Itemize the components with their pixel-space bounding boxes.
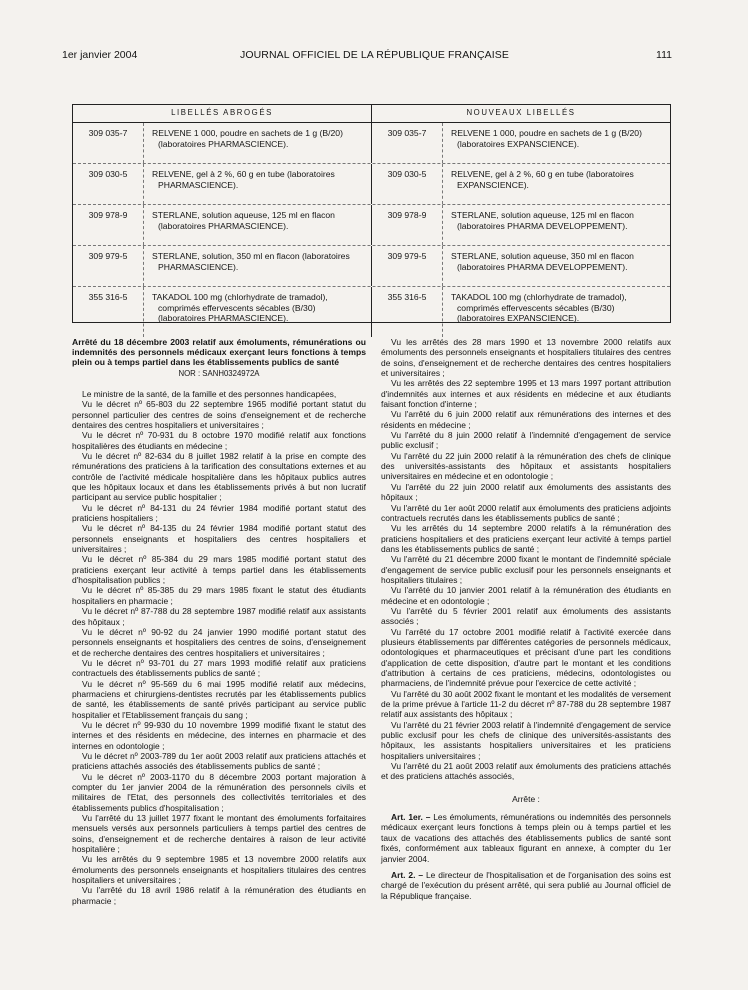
paragraph: Vu l'arrêté du 17 octobre 2001 modifié relatif à l'activité exercée dans plusieurs établissements par différentes catégories de personnels médicaux, odontologiques et pharmaceutiques et précisant d'une part les conditions d'application de cette disposition, d'autre part le montant et les conditions d'attribution à certains de ces praticiens, médecins, odontologistes ou pharmaciens, de l'indemnité prévue pour l'exercice de cette activité ;	[381, 626, 671, 689]
page-header	[62, 49, 672, 65]
product-label: STERLANE, solution aqueuse, 125 ml en flacon (laboratoires PHARMASCIENCE).	[152, 210, 335, 231]
article-1-text: Les émoluments, rémunérations ou indemnités des personnels médicaux exerçant leurs fonctions à temps plein ou à temps partiel et les taux de vacations des attachés des établissements publics de santé sont fixés, conformément aux tableaux figurant en annexe, à compter du 1er janvier 2004.	[381, 812, 671, 864]
product-code: 309 979-5	[73, 246, 144, 286]
product-code: 309 978-9	[73, 205, 144, 245]
table-row	[73, 287, 670, 337]
product-label: TAKADOL 100 mg (chlorhydrate de tramadol), comprimés effervescents sécables (B/30) (laboratoires PHARMASCIENCE).	[152, 292, 328, 323]
paragraph: Vu l'arrêté du 1er août 2000 relatif aux émoluments des praticiens adjoints contractuels recrutés dans les établissements publics de santé ;	[381, 502, 671, 523]
paragraph: Vu le décret nº 99-930 du 10 novembre 1999 modifié fixant le statut des internes et des résidents en médecine, des internes en pharmacie et des internes en odontologie ;	[72, 719, 366, 751]
paragraph: Vu l'arrêté du 30 août 2002 fixant le montant et les modalités de versement de la prime prévue à l'article 11-2 du décret nº 87-788 du 28 septembre 1987 relatif aux assistants des hôpitaux ;	[381, 688, 671, 720]
product-label: STERLANE, solution, 350 ml en flacon (laboratoires PHARMASCIENCE).	[152, 251, 350, 272]
paragraph: Vu le décret nº 65-803 du 22 septembre 1965 modifié portant statut du personnel particulier des centres de soins d'enseignement et de recherche dentaires des centres hospitaliers et universitaires ;	[72, 399, 366, 430]
header-date: 1er janvier 2004	[62, 49, 138, 61]
header-journal-title: JOURNAL OFFICIEL DE LA RÉPUBLIQUE FRANÇAISE	[240, 49, 509, 61]
paragraph: Vu les arrêtés des 22 septembre 1995 et 13 mars 1997 portant attribution d'indemnités aux internes et aux résidents en médecine et aux étudiants faisant fonction d'interne ;	[381, 378, 671, 410]
paragraph: Vu le décret nº 84-131 du 24 février 1984 modifié portant statut des praticiens hospitaliers ;	[72, 502, 366, 524]
paragraph: Vu le décret nº 70-931 du 8 octobre 1970 modifié relatif aux fonctions hospitalières des étudiants en médecine ;	[72, 430, 366, 451]
paragraph: Vu les arrêtés des 28 mars 1990 et 13 novembre 2000 relatifs aux émoluments des personnels enseignants et hospitaliers titulaires des centres de soins, d'enseignement et de recherche dentaires des centres hospitaliers et universitaires ;	[381, 337, 671, 379]
header-page-number: 111	[656, 49, 672, 61]
paragraph: Vu l'arrêté du 10 janvier 2001 relatif à la rémunération des étudiants en médecine et en odontologie ;	[381, 585, 671, 606]
product-label: TAKADOL 100 mg (chlorhydrate de tramadol), comprimés effervescents sécables (B/30) (laboratoires EXPANSCIENCE).	[451, 292, 627, 323]
new-cell	[372, 123, 670, 163]
paragraph: Vu le décret nº 84-135 du 24 février 1984 modifié portant statut des personnels enseignants et hospitaliers des centres hospitaliers et universitaires ;	[72, 523, 366, 555]
right-column	[381, 337, 671, 901]
paragraph: Le ministre de la santé, de la famille et des personnes handicapées,	[82, 388, 337, 399]
article-2	[381, 870, 671, 901]
right-paragraphs	[381, 337, 671, 782]
left-paragraphs	[72, 389, 366, 906]
abrogated-cell	[73, 246, 372, 286]
labels-table	[72, 104, 671, 323]
product-code: 309 978-9	[372, 205, 443, 245]
article-2-label: Art. 2. –	[391, 869, 424, 880]
new-cell	[372, 246, 670, 286]
arrete-heading: Arrête :	[512, 793, 540, 804]
paragraph: Vu l'arrêté du 22 juin 2000 relatif à la rémunération des chefs de clinique des universités-assistants des hôpitaux et assistants hospitaliers universitaires en médecine et en odontologie ;	[381, 450, 671, 482]
paragraph: Vu les arrêtés du 14 septembre 2000 relatifs à la rémunération des praticiens hospitaliers et des praticiens exerçant leur activité à temps partiel dans les établissements publics de santé ;	[381, 523, 671, 554]
table-row	[73, 164, 670, 205]
paragraph: Vu le décret nº 95-569 du 6 mai 1995 modifié relatif aux médecins, pharmaciens et chirurgiens-dentistes recrutés par les établissements publics de santé, les établissements de santé privés participant au service public hospitalier et l'Etablissement français du sang ;	[72, 678, 366, 720]
paragraph: Vu le décret nº 85-385 du 29 mars 1985 fixant le statut des étudiants hospitaliers en pharmacie ;	[72, 585, 366, 606]
article-1	[381, 812, 671, 864]
product-code: 309 035-7	[372, 123, 443, 163]
paragraph: Vu l'arrêté du 21 août 2003 relatif aux émoluments des praticiens attachés et des praticiens attachés associés,	[381, 761, 671, 782]
abrogated-cell	[73, 287, 372, 337]
product-code: 309 030-5	[73, 164, 144, 204]
decree-title: Arrêté du 18 décembre 2003 relatif aux émoluments, rémunérations ou indemnités des personnels médicaux exerçant leurs fonctions à temps plein ou à temps partiel dans les établissements publics de santé	[72, 337, 366, 368]
article-1-label: Art. 1er. –	[391, 812, 431, 823]
paragraph: Vu le décret nº 85-384 du 29 mars 1985 modifié portant statut des praticiens exerçant leur activité à temps partiel dans les établissements d'hospitalisation publics ;	[72, 554, 366, 586]
new-cell	[372, 164, 670, 204]
nor-reference: NOR : SANH0324972A	[178, 368, 260, 378]
product-label: RELVENE 1 000, poudre en sachets de 1 g (B/20) (laboratoires PHARMASCIENCE).	[152, 128, 343, 149]
product-code: 309 030-5	[372, 164, 443, 204]
left-column	[72, 337, 366, 906]
abrogated-cell	[73, 205, 372, 245]
paragraph: Vu le décret nº 2003-789 du 1er août 2003 relatif aux praticiens attachés et praticiens attachés associés des établissements publics de santé ;	[72, 750, 366, 772]
product-code: 355 316-5	[73, 287, 144, 337]
paragraph: Vu le décret nº 2003-1170 du 8 décembre 2003 portant majoration à compter du 1er janvier 2004 de la rémunération des personnels civils et militaires de l'Etat, des personnels des collectivités territoriales et des établissements publics d'hospitalisation ;	[72, 771, 366, 813]
paragraph: Vu l'arrêté du 8 juin 2000 relatif à l'indemnité d'engagement de service public exclusif ;	[381, 430, 671, 451]
abrogated-cell	[73, 164, 372, 204]
paragraph: Vu les arrêtés du 9 septembre 1985 et 13 novembre 2000 relatifs aux émoluments des personnels enseignants et hospitaliers titulaires des centres hospitaliers et universitaires ;	[72, 854, 366, 886]
product-code: 309 035-7	[73, 123, 144, 163]
product-label: STERLANE, solution aqueuse, 350 ml en flacon (laboratoires PHARMA DEVELOPPEMENT).	[451, 251, 634, 272]
paragraph: Vu l'arrêté du 22 juin 2000 relatif aux émoluments des assistants des hôpitaux ;	[381, 481, 671, 503]
article-2-text: Le directeur de l'hospitalisation et de l'organisation des soins est chargé de l'exécution du présent arrêté, qui sera publié au Journal officiel de la République française.	[381, 869, 671, 901]
table-row	[73, 205, 670, 246]
paragraph: Vu le décret nº 90-92 du 24 janvier 1990 modifié portant statut des personnels enseignants et hospitaliers des centres de soins, d'enseignement et de recherche dentaires des centres hospitaliers et universitaires ;	[72, 626, 366, 658]
paragraph: Vu l'arrêté du 21 décembre 2000 fixant le montant de l'indemnité spéciale d'engagement de service public exclusif pour les personnels enseignants et hospitaliers titulaires ;	[381, 554, 671, 585]
abrogated-cell	[73, 123, 372, 163]
paragraph: Vu l'arrêté du 6 juin 2000 relatif aux rémunérations des internes et des résidents en médecine ;	[381, 409, 671, 430]
table-body	[73, 123, 670, 337]
table-row	[73, 123, 670, 164]
product-label: STERLANE, solution aqueuse, 125 ml en flacon (laboratoires PHARMA DEVELOPPEMENT).	[451, 210, 634, 231]
table-header-abrogated: LIBELLÉS ABROGÉS	[73, 105, 372, 122]
product-label: RELVENE 1 000, poudre en sachets de 1 g (B/20) (laboratoires EXPANSCIENCE).	[451, 128, 642, 149]
paragraph: Vu l'arrêté du 18 avril 1986 relatif à la rémunération des étudiants en pharmacie ;	[72, 885, 366, 906]
table-header	[73, 105, 670, 123]
product-label: RELVENE, gel à 2 %, 60 g en tube (laboratoires PHARMASCIENCE).	[152, 169, 335, 190]
paragraph: Vu l'arrêté du 21 février 2003 relatif à l'indemnité d'engagement de service public exclusif pour les chefs de clinique des universités-assistants des hôpitaux, les assistants hospitaliers universitaires et les praticiens hospitaliers universitaires ;	[381, 719, 671, 761]
product-label: RELVENE, gel à 2 %, 60 g en tube (laboratoires EXPANSCIENCE).	[451, 169, 634, 190]
paragraph: Vu le décret nº 93-701 du 27 mars 1993 modifié relatif aux praticiens contractuels des établissements publics de santé ;	[72, 657, 366, 679]
new-cell	[372, 205, 670, 245]
paragraph: Vu l'arrêté du 13 juillet 1977 fixant le montant des émoluments forfaitaires mensuels versés aux personnels particuliers à temps partiel des centres de soins, d'enseignement et de recherche dentaires à raison de leur activité hospitalière ;	[72, 813, 366, 855]
product-code: 309 979-5	[372, 246, 443, 286]
product-code: 355 316-5	[372, 287, 443, 337]
new-cell	[372, 287, 670, 337]
paragraph: Vu le décret nº 82-634 du 8 juillet 1982 relatif à la prise en compte des rémunérations des praticiens à la tarification des consultations externes et au contrôle de l'activité médicale hospitalière dans les hôpitaux publics autres que les hôpitaux locaux et dans les établissements privés à but non lucratif participant au service public hospitalier ;	[72, 451, 366, 503]
paragraph: Vu l'arrêté du 5 février 2001 relatif aux émoluments des assistants associés ;	[381, 605, 671, 627]
table-header-new: NOUVEAUX LIBELLÉS	[466, 108, 576, 117]
table-row	[73, 246, 670, 287]
paragraph: Vu le décret nº 87-788 du 28 septembre 1987 modifié relatif aux assistants des hôpitaux ;	[72, 606, 366, 627]
